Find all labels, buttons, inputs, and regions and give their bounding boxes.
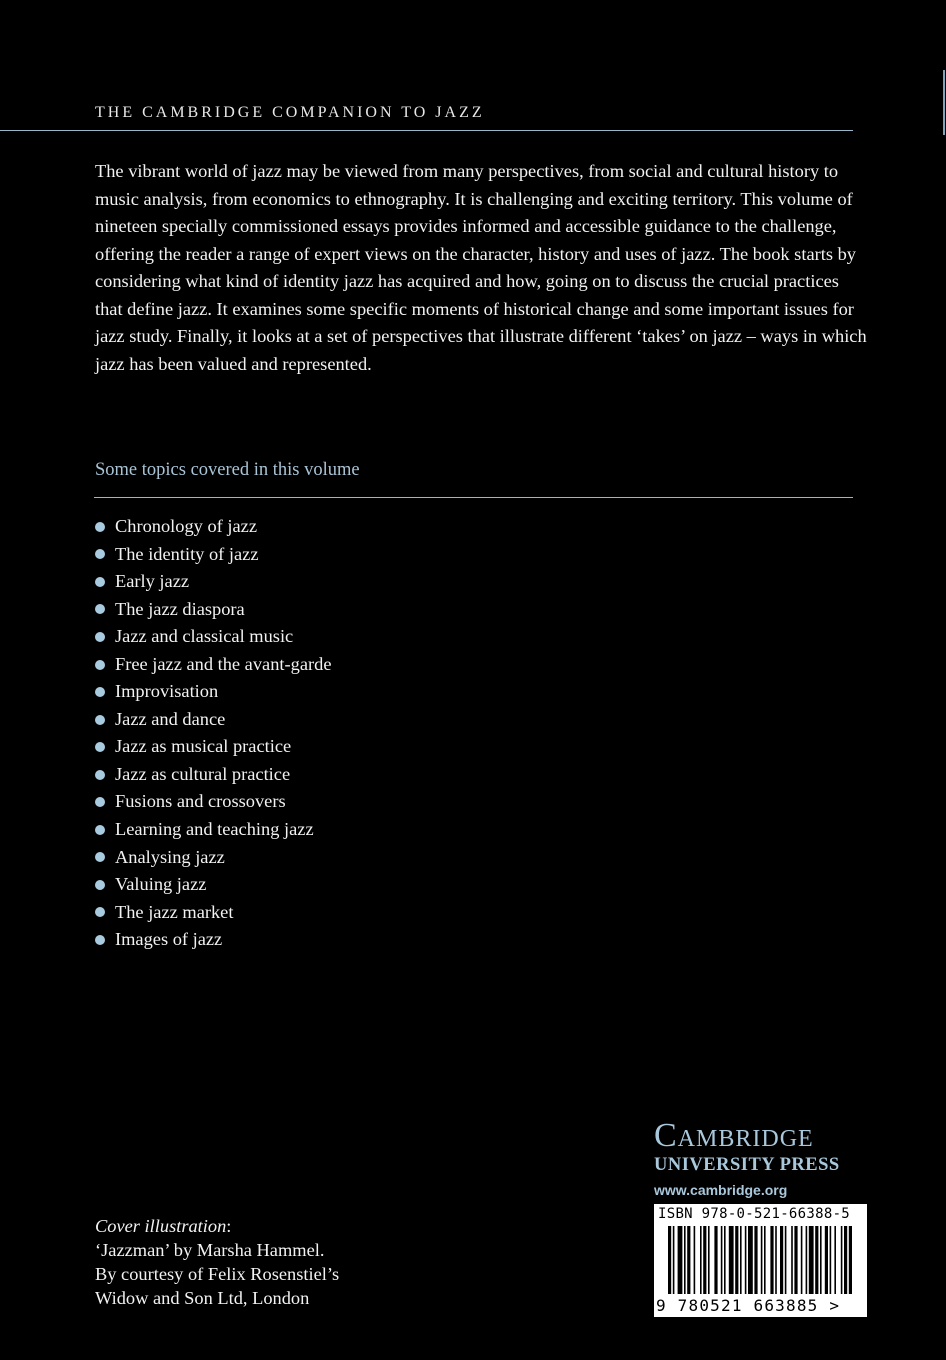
barcode-bar	[820, 1226, 822, 1294]
list-item	[95, 788, 331, 816]
barcode-bar	[815, 1226, 818, 1294]
list-item	[95, 623, 331, 651]
barcode-bar	[761, 1226, 763, 1294]
barcode-bar	[754, 1226, 757, 1294]
barcode-bar	[775, 1226, 777, 1294]
barcode-bar	[770, 1226, 773, 1294]
list-item	[95, 844, 331, 872]
barcode-bar	[678, 1226, 683, 1294]
isbn-label: ISBN 978-0-521-66388-5	[658, 1206, 851, 1222]
barcode-bar	[748, 1226, 753, 1294]
barcode-bar	[694, 1226, 696, 1294]
barcode-bar	[668, 1226, 671, 1294]
list-item	[95, 871, 331, 899]
barcode-bar	[780, 1226, 783, 1294]
barcode-bar	[830, 1226, 832, 1294]
bullet-icon	[95, 632, 105, 642]
barcode-bar	[721, 1226, 723, 1294]
topic-list	[95, 513, 331, 954]
cover-credit-line: Widow and Son Ltd, London	[95, 1288, 310, 1308]
cover-credit-line: By courtesy of Felix Rosenstiel’s	[95, 1264, 340, 1284]
bullet-icon	[95, 715, 105, 725]
list-item	[95, 678, 331, 706]
header-divider	[0, 130, 853, 131]
bullet-icon	[95, 797, 105, 807]
barcode-bar	[724, 1226, 726, 1294]
publisher-logo	[654, 1118, 840, 1198]
topic-label: Images of jazz	[115, 929, 223, 950]
barcode-bar	[785, 1226, 787, 1294]
edge-mark	[943, 70, 945, 135]
topic-label: Jazz as musical practice	[115, 736, 292, 757]
bullet-icon	[95, 604, 105, 614]
book-description: The vibrant world of jazz may be viewed from many perspectives, from social and cultural history to music analysis, from economics to ethnography. It is challenging and exciting territory. This volume of nineteen specially commissioned essays provides informed and accessible guidance to the challenge, offering the reader a range of expert views on the character, history and uses of jazz. The book starts by considering what kind of identity jazz has acquired and how, going on to discuss the crucial practices that define jazz. It examines some specific moments of historical change and some important issues for jazz study. Finally, it looks at a set of perspectives that illustrate different ‘takes’ on jazz – ways in which jazz has been valued and represented.	[95, 161, 867, 374]
barcode-bar	[806, 1226, 808, 1294]
topics-divider	[94, 497, 853, 498]
barcode-bar	[700, 1226, 702, 1294]
bullet-icon	[95, 880, 105, 890]
list-item	[95, 568, 331, 596]
list-item	[95, 761, 331, 789]
topic-label: Free jazz and the avant-garde	[115, 653, 332, 674]
publisher-name: Cambridge	[654, 1117, 814, 1154]
barcode-bar	[687, 1226, 690, 1294]
barcode-bar	[844, 1226, 847, 1294]
cover-credit	[95, 1214, 339, 1310]
barcode-bar	[745, 1226, 747, 1294]
topic-label: Early jazz	[115, 571, 190, 592]
list-item	[95, 899, 331, 927]
barcode-bar	[794, 1226, 797, 1294]
bullet-icon	[95, 549, 105, 559]
topic-label: Chronology of jazz	[115, 516, 257, 536]
bullet-icon	[95, 742, 105, 752]
topic-label: Jazz and classical music	[115, 626, 294, 647]
bullet-icon	[95, 935, 105, 945]
barcode-bar	[673, 1226, 675, 1294]
barcode-bars	[654, 1226, 867, 1298]
bullet-icon	[95, 660, 105, 670]
topic-label: The jazz market	[115, 901, 234, 922]
list-item	[95, 541, 331, 569]
cover-credit-label: Cover illustration	[95, 1216, 227, 1236]
list-item	[95, 816, 331, 844]
barcode-bar	[834, 1226, 836, 1294]
barcode-bar	[809, 1226, 814, 1294]
topic-label: Analysing jazz	[115, 846, 225, 867]
topics-heading: Some topics covered in this volume	[95, 460, 360, 480]
bullet-icon	[95, 852, 105, 862]
list-item	[95, 596, 331, 624]
barcode-bar	[735, 1226, 738, 1294]
topic-label: Jazz and dance	[115, 708, 226, 729]
topic-label: Fusions and crossovers	[115, 791, 286, 812]
bullet-icon	[95, 770, 105, 780]
list-item	[95, 926, 331, 954]
bullet-icon	[95, 577, 105, 587]
barcode-bar	[825, 1226, 828, 1294]
list-item	[95, 513, 331, 541]
publisher-subtitle: UNIVERSITY PRESS	[654, 1155, 840, 1175]
barcode-digits: 9 780521 663885 >	[656, 1296, 841, 1315]
barcode-bar	[849, 1226, 852, 1294]
topic-label: Jazz as cultural practice	[115, 763, 291, 784]
list-item	[95, 651, 331, 679]
topic-label: Learning and teaching jazz	[115, 819, 314, 840]
bullet-icon	[95, 825, 105, 835]
bullet-icon	[95, 687, 105, 697]
list-item	[95, 733, 331, 761]
barcode-bar	[708, 1226, 710, 1294]
cover-credit-label-suffix: :	[226, 1216, 232, 1236]
barcode-bar	[714, 1226, 717, 1294]
barcode-bar	[791, 1226, 793, 1294]
barcode-bar	[841, 1226, 843, 1294]
barcode-bar	[729, 1226, 734, 1294]
publisher-url: www.cambridge.org	[654, 1182, 788, 1198]
bullet-icon	[95, 907, 105, 917]
barcode-bar	[684, 1226, 686, 1294]
list-item	[95, 706, 331, 734]
topic-label: The identity of jazz	[115, 543, 259, 564]
cover-credit-line: ‘Jazzman’ by Marsha Hammel.	[95, 1240, 325, 1260]
barcode-bar	[801, 1226, 803, 1294]
barcode-bar	[740, 1226, 742, 1294]
topic-label: The jazz diaspora	[115, 598, 245, 619]
barcode-bar	[703, 1226, 706, 1294]
series-title: THE CAMBRIDGE COMPANION TO JAZZ	[95, 104, 485, 121]
topic-label: Valuing jazz	[115, 874, 207, 895]
barcode-bar	[764, 1226, 766, 1294]
bullet-icon	[95, 522, 105, 532]
topic-label: Improvisation	[115, 681, 219, 702]
barcode	[654, 1204, 867, 1317]
